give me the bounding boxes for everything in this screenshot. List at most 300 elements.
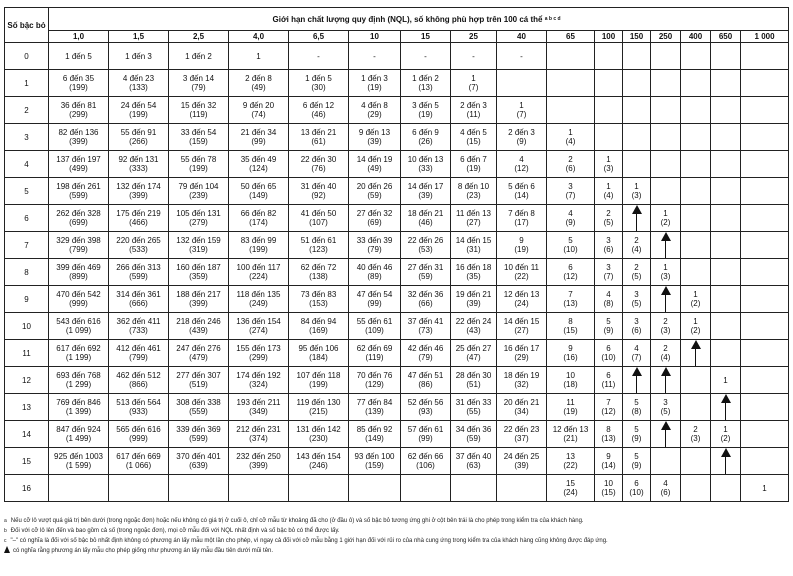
table-cell: [711, 205, 741, 232]
lot-size-limit: (374): [249, 434, 268, 443]
table-cell: [595, 421, 623, 448]
sample-range: 693 đến 768: [56, 371, 101, 380]
table-cell: [49, 259, 109, 286]
lot-size-limit: (106): [416, 461, 435, 470]
table-row: [5, 97, 789, 124]
table-cell: [681, 421, 711, 448]
lot-size-limit: (559): [189, 407, 208, 416]
lot-size-limit: (10): [563, 245, 578, 254]
lot-size-limit: (4): [631, 245, 642, 254]
table-cell: [651, 259, 681, 286]
lot-size-limit: (59): [466, 434, 481, 443]
up-arrow-icon: [681, 340, 710, 366]
nql-header-cell: 4,0: [229, 31, 289, 43]
sample-range: 1: [606, 155, 611, 164]
sample-range: 2 đến 8: [245, 74, 272, 83]
table-cell: [741, 232, 789, 259]
lot-size-limit: (119): [189, 110, 208, 119]
table-cell: [741, 421, 789, 448]
table-cell: [681, 124, 711, 151]
table-cell: [651, 151, 681, 178]
table-cell: [595, 232, 623, 259]
lot-size-limit: (19): [563, 407, 578, 416]
table-cell: [595, 259, 623, 286]
nql-header-cell: 1 000: [741, 31, 789, 43]
table-cell: [741, 286, 789, 313]
table-cell: [547, 313, 595, 340]
table-cell: [497, 475, 547, 502]
table-row: [5, 448, 789, 475]
lot-size-limit: (19): [367, 83, 382, 92]
table-cell: [711, 97, 741, 124]
lot-size-limit: (74): [251, 110, 266, 119]
table-cell: [623, 70, 651, 97]
table-cell: [49, 205, 109, 232]
table-cell: [651, 178, 681, 205]
table-cell: [681, 178, 711, 205]
lot-size-limit: (999): [129, 434, 148, 443]
table-row: [5, 286, 789, 313]
up-arrow-icon: [623, 367, 650, 393]
sample-range: 543 đến 616: [56, 317, 101, 326]
sample-range: 4: [606, 290, 611, 299]
sample-range: 5: [568, 236, 573, 245]
lot-size-limit: (15): [601, 488, 616, 497]
table-cell: [741, 70, 789, 97]
sample-range: -: [317, 51, 320, 61]
nql-header-cell: 10: [349, 31, 401, 43]
table-cell: [49, 232, 109, 259]
sample-range: 82 đến 136: [58, 128, 99, 137]
sample-range: 22 đến 24: [455, 317, 492, 326]
lot-size-limit: (149): [249, 191, 268, 200]
lot-size-limit: (133): [129, 83, 148, 92]
table-cell: [401, 70, 451, 97]
sample-range: 155 đến 173: [236, 344, 281, 353]
table-cell: [349, 70, 401, 97]
table-cell: [349, 394, 401, 421]
sample-range: 20 đến 21: [503, 398, 540, 407]
sample-range: 1: [693, 317, 698, 326]
table-row: [5, 475, 789, 502]
table-cell: [497, 313, 547, 340]
footnote-text: Nếu cỡ lô vượt quá giá trị bên dưới (trong ngoặc đơn) hoặc nếu không có giá trị ở cuối ô, chỉ cỡ mẫu từ khoảng đã cho (ở đầu ô) và số bậc bỏ tương ứng ghi ở cột bên trái là cho phép trong kiểm tra của khách hàng.: [10, 518, 584, 524]
lot-size-limit: (199): [309, 380, 328, 389]
sample-range: 6 đến 9: [412, 128, 439, 137]
lot-size-limit: (249): [249, 299, 268, 308]
sample-range: 118 đến 135: [236, 290, 281, 299]
table-cell: [289, 205, 349, 232]
table-cell: [229, 286, 289, 313]
sample-range: 137 đến 197: [56, 155, 101, 164]
table-cell: [651, 394, 681, 421]
sample-range: 174 đến 192: [236, 371, 281, 380]
table-cell: [651, 286, 681, 313]
table-cell: [451, 124, 497, 151]
sample-range: 14 đến 19: [356, 155, 393, 164]
table-cell: [711, 286, 741, 313]
lot-size-limit: (6): [565, 164, 576, 173]
lot-size-limit: (159): [189, 137, 208, 146]
table-cell: [401, 259, 451, 286]
lot-size-limit: (866): [129, 380, 148, 389]
lot-size-limit: (1 099): [65, 326, 92, 335]
lot-size-limit: (319): [189, 245, 208, 254]
sample-range: 1: [663, 263, 668, 272]
lot-size-limit: (10): [601, 353, 616, 362]
table-cell: [681, 394, 711, 421]
table-cell: [711, 475, 741, 502]
table-cell: [49, 340, 109, 367]
sample-range: 262 đến 328: [56, 209, 101, 218]
table-cell: [169, 340, 229, 367]
table-cell: [49, 394, 109, 421]
lot-size-limit: (3): [631, 191, 642, 200]
sample-range: 218 đến 246: [176, 317, 221, 326]
lot-size-limit: (19): [514, 245, 529, 254]
sample-range: 119 đến 130: [296, 398, 341, 407]
table-cell: [451, 232, 497, 259]
table-cell: [497, 232, 547, 259]
table-cell: [289, 286, 349, 313]
footnote-mark: a: [4, 518, 7, 524]
lot-size-limit: (30): [311, 83, 326, 92]
table-row: [5, 43, 789, 70]
sample-range: 14 đến 15: [455, 236, 492, 245]
sample-range: 47 đến 51: [407, 371, 444, 380]
table-cell: [109, 205, 169, 232]
sample-range: 11 đến 13: [456, 209, 491, 218]
lot-size-limit: (1 066): [125, 461, 152, 470]
lot-size-limit: (69): [367, 218, 382, 227]
table-cell: [109, 178, 169, 205]
sample-range: 16 đến 18: [455, 263, 492, 272]
row-label: 1: [5, 70, 49, 97]
table-cell: [169, 70, 229, 97]
table-cell: [349, 232, 401, 259]
table-cell: [711, 124, 741, 151]
table-cell: [109, 286, 169, 313]
sample-range: 47 đến 54: [356, 290, 393, 299]
row-label: 15: [5, 448, 49, 475]
table-cell: [741, 394, 789, 421]
table-cell: [349, 259, 401, 286]
sample-range: 13 đến 21: [300, 128, 337, 137]
lot-size-limit: (184): [309, 353, 328, 362]
table-cell: [451, 367, 497, 394]
table-cell: [289, 97, 349, 124]
row-label: 12: [5, 367, 49, 394]
table-cell: [497, 367, 547, 394]
table-cell: [169, 151, 229, 178]
sample-range: 9: [606, 452, 611, 461]
table-cell: [651, 475, 681, 502]
sample-range: 1: [723, 425, 728, 434]
table-row: [5, 340, 789, 367]
sample-range: 20 đến 26: [356, 182, 393, 191]
table-cell: [741, 178, 789, 205]
sample-range: 3: [606, 263, 611, 272]
sample-range: 4: [663, 479, 668, 488]
table-cell: [711, 313, 741, 340]
table-cell: [497, 286, 547, 313]
sample-range: 1 đến 3: [125, 51, 152, 61]
lot-size-limit: (199): [189, 164, 208, 173]
sample-range: 2: [663, 317, 668, 326]
table-cell: [109, 124, 169, 151]
table-cell: [401, 313, 451, 340]
lot-size-limit: (1 399): [65, 407, 92, 416]
lot-size-limit: (479): [189, 353, 208, 362]
table-cell: [681, 286, 711, 313]
table-cell: [651, 313, 681, 340]
sample-range: 132 đến 174: [116, 182, 161, 191]
table-cell: [401, 448, 451, 475]
table-cell: [451, 97, 497, 124]
table-cell: [623, 340, 651, 367]
table-cell: [289, 394, 349, 421]
table-cell: [349, 340, 401, 367]
table-cell: [49, 70, 109, 97]
lot-size-limit: (466): [129, 218, 148, 227]
footnote-text: "–" có nghĩa là đối với số bậc bỏ nhất định không có phương án lấy mẫu một lần cho phép, vì ngay cả đối với cỡ mẫu bằng 1 giới hạn đối với rủi ro của nhà cung ứng trong kiểm tra của khách hàng cũng không được đáp ứng.: [10, 538, 608, 544]
lot-size-limit: (9): [631, 434, 642, 443]
up-arrow-icon: [651, 367, 680, 393]
row-label: 3: [5, 124, 49, 151]
sample-range: 1: [568, 128, 573, 137]
nql-header-cell: 2,5: [169, 31, 229, 43]
table-cell: [497, 151, 547, 178]
lot-size-limit: (76): [311, 164, 326, 173]
table-cell: [595, 475, 623, 502]
table-cell: [651, 340, 681, 367]
lot-size-limit: (899): [69, 272, 88, 281]
lot-size-limit: (93): [418, 407, 433, 416]
lot-size-limit: (399): [129, 191, 148, 200]
lot-size-limit: (27): [466, 218, 481, 227]
table-cell: [229, 475, 289, 502]
sample-range: -: [472, 51, 475, 61]
table-cell: [711, 43, 741, 70]
lot-size-limit: (11): [466, 110, 481, 119]
table-cell: [741, 340, 789, 367]
lot-size-limit: (266): [129, 137, 148, 146]
table-cell: [49, 178, 109, 205]
sample-range: 6: [606, 344, 611, 353]
sample-range: 6 đến 7: [460, 155, 487, 164]
table-cell: [595, 394, 623, 421]
table-cell: [741, 43, 789, 70]
footnote-text: có nghĩa rằng phương án lấy mẫu cho phép giống như phương án lấy mẫu đầu tiên dưới mũi tên.: [13, 548, 274, 554]
table-cell: [109, 340, 169, 367]
sample-range: 769 đến 846: [56, 398, 101, 407]
footnote: [4, 516, 788, 526]
lot-size-limit: (107): [309, 218, 328, 227]
table-cell: [651, 232, 681, 259]
lot-size-limit: (10): [629, 488, 644, 497]
table-cell: [169, 448, 229, 475]
table-cell: [169, 259, 229, 286]
table-cell: [349, 421, 401, 448]
sample-range: 193 đến 211: [236, 398, 281, 407]
sample-range: 7: [606, 398, 611, 407]
sample-range: 9 đến 13: [358, 128, 391, 137]
nql-header-cell: 100: [595, 31, 623, 43]
sample-range: 617 đến 669: [116, 452, 161, 461]
sample-range: 83 đến 99: [240, 236, 277, 245]
sample-range: 1: [723, 375, 728, 385]
table-cell: [547, 43, 595, 70]
lot-size-limit: (599): [69, 191, 88, 200]
table-cell: [229, 448, 289, 475]
sample-range: 6 đến 35: [62, 74, 95, 83]
sample-range: 1: [519, 101, 524, 110]
sample-range: 2: [663, 344, 668, 353]
sample-range: 16 đến 17: [503, 344, 540, 353]
table-cell: [547, 475, 595, 502]
row-label: 16: [5, 475, 49, 502]
lot-size-limit: (199): [129, 110, 148, 119]
sample-range: 4 đến 8: [361, 101, 388, 110]
lot-size-limit: (215): [309, 407, 328, 416]
lot-size-limit: (9): [565, 218, 576, 227]
sample-range: 9 đến 20: [242, 101, 275, 110]
footnote-mark: b: [4, 528, 7, 534]
sample-range: 175 đến 219: [116, 209, 161, 218]
up-arrow-icon: [711, 394, 740, 420]
sample-range: 10 đến 13: [407, 155, 444, 164]
lot-size-limit: (3): [690, 434, 701, 443]
sample-range: 18 đến 21: [407, 209, 444, 218]
table-cell: [681, 97, 711, 124]
table-cell: [547, 340, 595, 367]
sample-range: 5 đến 6: [508, 182, 535, 191]
table-cell: [711, 178, 741, 205]
lot-size-limit: (14): [601, 461, 616, 470]
lot-size-limit: (274): [249, 326, 268, 335]
table-cell: [547, 124, 595, 151]
lot-size-limit: (169): [309, 326, 328, 335]
table-cell: [109, 97, 169, 124]
sample-range: 2: [634, 236, 639, 245]
lot-size-limit: (15): [563, 326, 578, 335]
lot-size-limit: (8): [631, 407, 642, 416]
lot-size-limit: (7): [565, 191, 576, 200]
sample-range: 1: [471, 74, 476, 83]
sampling-table: [4, 7, 789, 502]
lot-size-limit: (23): [466, 191, 481, 200]
footnotes: [4, 516, 788, 556]
table-cell: [623, 394, 651, 421]
table-cell: [651, 70, 681, 97]
table-cell: [169, 232, 229, 259]
sample-range: 55 đến 61: [356, 317, 393, 326]
table-row: [5, 259, 789, 286]
table-cell: [169, 421, 229, 448]
table-cell: [109, 313, 169, 340]
table-cell: [595, 124, 623, 151]
table-cell: [651, 367, 681, 394]
table-cell: [681, 259, 711, 286]
nql-header-cell: 150: [623, 31, 651, 43]
table-cell: [349, 151, 401, 178]
sample-range: 62 đến 69: [356, 344, 393, 353]
lot-size-limit: (12): [514, 164, 529, 173]
table-row: [5, 367, 789, 394]
up-arrow-icon: [623, 205, 650, 231]
lot-size-limit: (86): [418, 380, 433, 389]
table-cell: [229, 178, 289, 205]
lot-size-limit: (6): [660, 488, 671, 497]
sample-range: 8: [568, 317, 573, 326]
table-cell: [623, 97, 651, 124]
row-label: 7: [5, 232, 49, 259]
table-cell: [451, 286, 497, 313]
table-cell: [711, 232, 741, 259]
sample-range: 188 đến 217: [176, 290, 221, 299]
sample-range: 27 đến 31: [407, 263, 444, 272]
sample-range: 132 đến 159: [176, 236, 221, 245]
row-label: 11: [5, 340, 49, 367]
table-cell: [547, 70, 595, 97]
sample-range: 107 đến 118: [296, 371, 341, 380]
lot-size-limit: (359): [189, 272, 208, 281]
table-cell: [401, 124, 451, 151]
lot-size-limit: (47): [466, 353, 481, 362]
lot-size-limit: (123): [309, 245, 328, 254]
table-cell: [681, 367, 711, 394]
table-cell: [681, 232, 711, 259]
table-cell: [109, 475, 169, 502]
sample-range: 31 đến 33: [455, 398, 492, 407]
sample-range: 79 đến 104: [178, 182, 219, 191]
sample-range: 37 đến 41: [407, 317, 444, 326]
table-cell: [289, 43, 349, 70]
table-cell: [289, 259, 349, 286]
table-cell: [49, 286, 109, 313]
footnote-text: Đối với cỡ lô lên đến và bao gồm cả số (trong ngoặc đơn), mọi cỡ mẫu đối với NQL nhất định và số bậc bỏ có thể được lấy.: [10, 528, 340, 534]
table-cell: [497, 205, 547, 232]
sample-range: 28 đến 30: [455, 371, 492, 380]
table-cell: [595, 205, 623, 232]
lot-size-limit: (7): [516, 110, 527, 119]
table-row: [5, 313, 789, 340]
sample-range: 27 đến 32: [356, 209, 393, 218]
sample-range: 57 đến 61: [407, 425, 444, 434]
table-cell: [109, 367, 169, 394]
table-cell: [711, 340, 741, 367]
lot-size-limit: (2): [660, 218, 671, 227]
table-cell: [547, 259, 595, 286]
table-cell: [289, 178, 349, 205]
lot-size-limit: (7): [631, 353, 642, 362]
table-cell: [229, 421, 289, 448]
nql-header-cell: 15: [401, 31, 451, 43]
table-cell: [547, 151, 595, 178]
lot-size-limit: (66): [418, 299, 433, 308]
lot-size-limit: (39): [367, 137, 382, 146]
row-label: 10: [5, 313, 49, 340]
table-cell: [623, 232, 651, 259]
lot-size-limit: (799): [69, 245, 88, 254]
lot-size-limit: (2): [690, 299, 701, 308]
sample-range: 95 đến 106: [298, 344, 339, 353]
lot-size-limit: (639): [189, 461, 208, 470]
table-cell: [401, 205, 451, 232]
table-cell: [547, 232, 595, 259]
footnote: [4, 546, 788, 556]
table-cell: [595, 448, 623, 475]
